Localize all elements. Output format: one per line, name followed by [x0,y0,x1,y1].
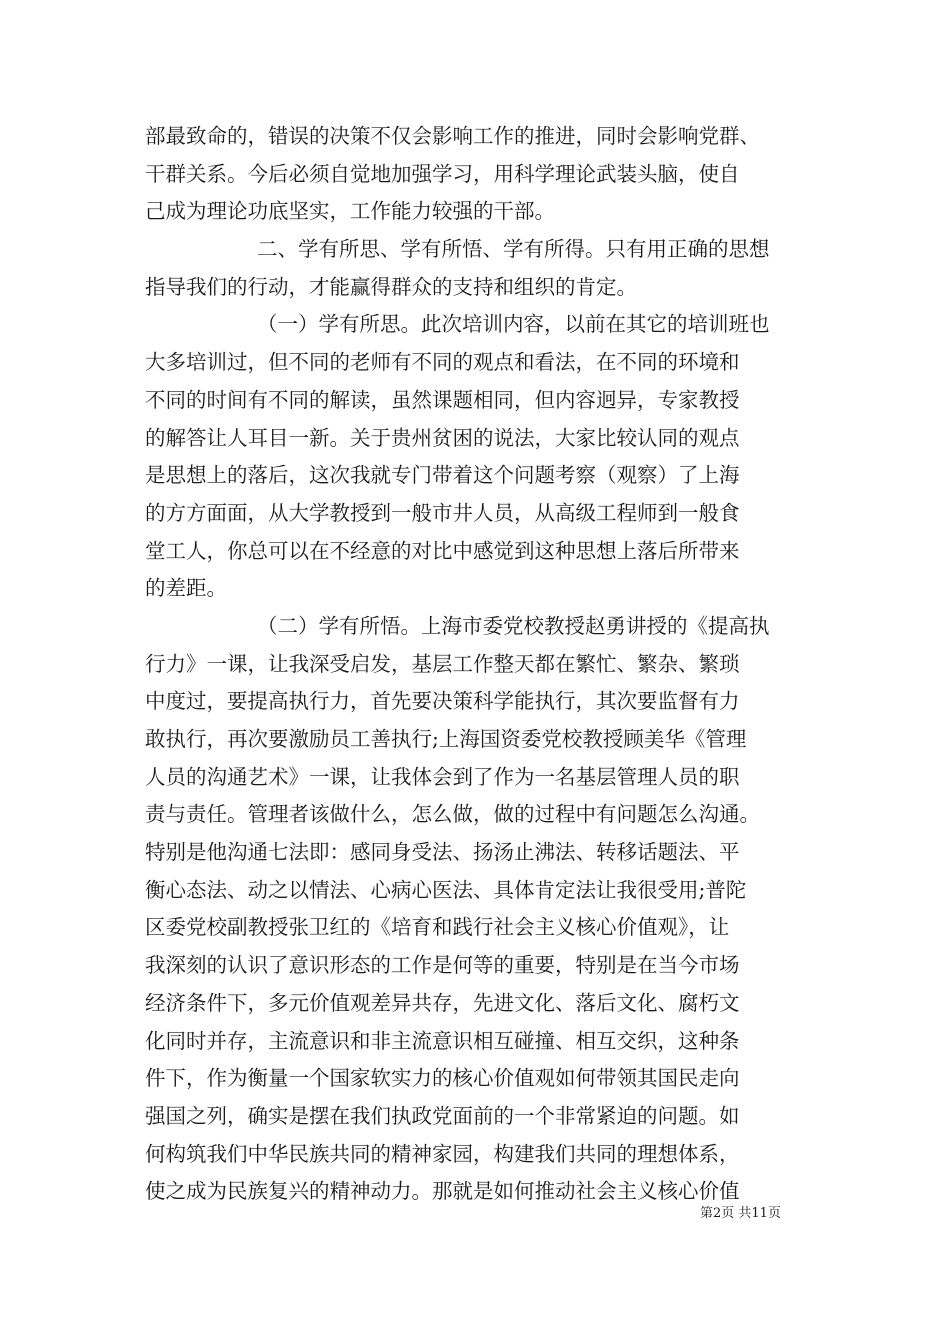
text-line: 人员的沟通艺术》一课，让我体会到了作为一名基层管理人员的职 [145,764,740,789]
text-line: 化同时并存，主流意识和非主流意识相互碰撞、相互交织，这种条 [145,1028,740,1053]
text-line: 部最致命的，错误的决策不仅会影响工作的推进，同时会影响党群、 [145,124,760,148]
subsection-line: （一）学有所思。此次培训内容，以前在其它的培训班也 [257,312,770,337]
text-line: 的差距。 [145,576,227,601]
body-text [145,118,815,1211]
text-line: 指导我们的行动，才能赢得群众的支持和组织的肯定。 [145,274,637,299]
section-heading-line: 二、学有所思、学有所悟、学有所得。只有用正确的思想 [257,237,770,262]
text-line: 何构筑我们中华民族共同的精神家园，构建我们共同的理想体系， [145,1141,740,1166]
subsection-line: （二）学有所悟。上海市委党校教授赵勇讲授的《提高执 [257,613,770,638]
text-line: 区委党校副教授张卫红的《培育和践行社会主义核心价值观》，让 [145,915,730,940]
text-line: 特别是他沟通七法即：感同身受法、扬汤止沸法、转移话题法、平 [145,840,740,865]
text-line: 的解答让人耳目一新。关于贵州贫困的说法，大家比较认同的观点 [145,425,740,450]
text-line: 中度过，要提高执行力，首先要决策科学能执行，其次要监督有力 [145,689,740,714]
text-line: 件下，作为衡量一个国家软实力的核心价值观如何带领其国民走向 [145,1066,740,1091]
text-line: 的方方面面，从大学教授到一般市井人员，从高级工程师到一般食 [145,500,740,525]
text-line: 经济条件下，多元价值观差异共存，先进文化、落后文化、腐朽文 [145,990,740,1015]
text-line: 使之成为民族复兴的精神动力。那就是如何推动社会主义核心价值 [145,1179,740,1204]
text-line: 是思想上的落后，这次我就专门带着这个问题考察（观察）了上海 [145,463,740,488]
text-line: 敢执行，再次要激励员工善执行;上海国资委党校教授顾美华《管理 [145,727,747,751]
text-line: 堂工人，你总可以在不经意的对比中感觉到这种思想上落后所带来 [145,538,740,563]
text-line: 干群关系。今后必须自觉地加强学习，用科学理论武装头脑，使自 [145,161,740,186]
text-line: 己成为理论功底坚实，工作能力较强的干部。 [145,199,555,224]
text-line: 强国之列，确实是摆在我们执政党面前的一个非常紧迫的问题。如 [145,1103,740,1128]
text-line: 衡心态法、动之以情法、心病心医法、具体肯定法让我很受用;普陀 [145,877,747,902]
text-line: 行力》一课，让我深受启发，基层工作整天都在繁忙、繁杂、繁琐 [145,651,740,676]
text-line: 我深刻的认识了意识形态的工作是何等的重要，特别是在当今市场 [145,953,740,978]
page-number-footer: 第2页 共11页 [700,1206,781,1221]
text-line: 责与责任。管理者该做什么，怎么做，做的过程中有问题怎么沟通。 [145,802,760,827]
text-line: 大多培训过，但不同的老师有不同的观点和看法，在不同的环境和 [145,350,740,375]
text-line: 不同的时间有不同的解读，虽然课题相同，但内容迥异，专家教授 [145,387,740,412]
